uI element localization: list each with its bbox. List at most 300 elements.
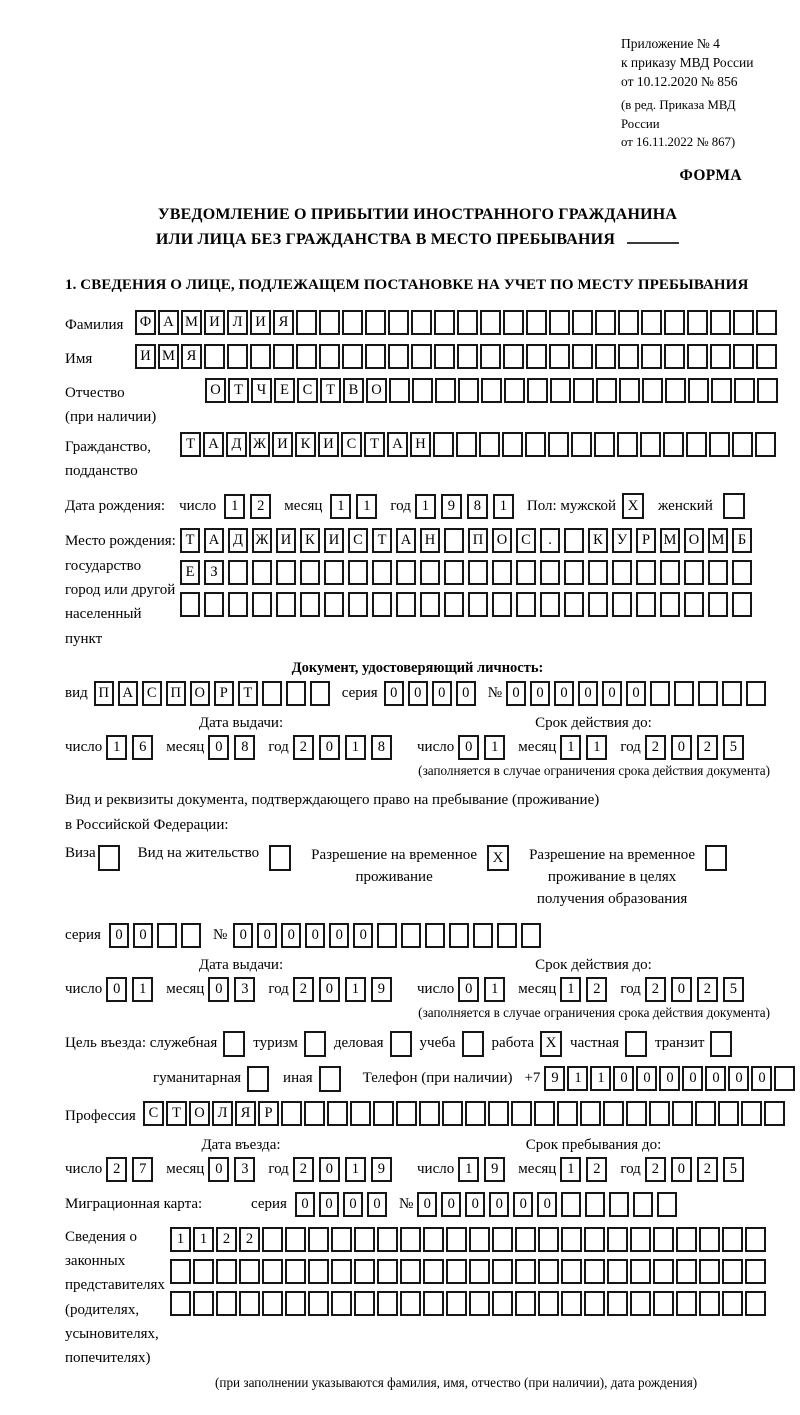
char-cell (193, 1259, 214, 1284)
year-label: год (620, 980, 641, 997)
char-cell (435, 378, 456, 403)
mig-series-cells (295, 1192, 391, 1217)
char-cell (457, 344, 478, 369)
char-cell: 1 (224, 494, 245, 519)
char-cell (348, 560, 368, 585)
char-cell (444, 528, 464, 553)
char-cell: 0 (208, 1157, 229, 1182)
char-cell: М (708, 528, 728, 553)
char-cell: С (297, 378, 318, 403)
char-cell (252, 592, 272, 617)
char-cell (588, 560, 608, 585)
birth-month-cells (330, 494, 382, 519)
char-cell (603, 1101, 624, 1126)
phone-cells (544, 1066, 797, 1091)
char-cell: 9 (371, 1157, 392, 1182)
month-label: месяц (166, 738, 205, 755)
char-cell: 1 (560, 735, 581, 760)
stay-year-cells (645, 1157, 749, 1182)
char-cell (377, 1259, 398, 1284)
char-cell (492, 1291, 513, 1316)
field-name (65, 344, 770, 371)
char-cell: 0 (257, 923, 277, 948)
char-cell: 1 (345, 1157, 366, 1182)
char-cell: Н (410, 432, 431, 457)
char-cell: К (300, 528, 320, 553)
char-cell: З (204, 560, 224, 585)
char-cell: 1 (345, 977, 366, 1002)
migration-card-label: Миграционная карта: (65, 1195, 203, 1212)
char-cell (607, 1227, 628, 1252)
char-cell (180, 592, 200, 617)
purpose-row2 (65, 1066, 770, 1092)
day-label: число (65, 1160, 103, 1177)
char-cell (746, 681, 766, 706)
char-cell: Ж (252, 528, 272, 553)
char-cell: 0 (106, 977, 127, 1002)
char-cell (564, 560, 584, 585)
char-cell: 0 (417, 1192, 437, 1217)
char-cell (354, 1227, 375, 1252)
char-cell: 8 (371, 735, 392, 760)
char-cell (310, 681, 330, 706)
char-cell: И (250, 310, 271, 335)
identity-doc-heading: Документ, удостоверяющий личность: (291, 659, 544, 676)
char-cell: 0 (208, 977, 229, 1002)
char-cell: 1 (193, 1227, 214, 1252)
char-cell (732, 592, 752, 617)
char-cell: Я (235, 1101, 256, 1126)
char-cell: Т (228, 378, 249, 403)
checkbox-other (319, 1066, 341, 1092)
char-cell (503, 310, 524, 335)
doc-issue-month-cells (208, 735, 260, 760)
char-cell: Д (228, 528, 248, 553)
purpose-private-label: частная (570, 1035, 620, 1052)
entry-month-cells (208, 1157, 260, 1182)
char-cell (388, 310, 409, 335)
res-valid-year-cells (645, 977, 749, 1002)
doc-valid-month-cells (560, 735, 612, 760)
checkbox-residence-permit (269, 845, 291, 871)
char-cell (660, 560, 680, 585)
char-cell (618, 344, 639, 369)
char-cell (595, 344, 616, 369)
field-res-series (65, 923, 770, 948)
char-cell (300, 592, 320, 617)
char-cell (660, 592, 680, 617)
char-cell: 1 (415, 494, 436, 519)
char-cell (250, 344, 271, 369)
char-cell (526, 344, 547, 369)
char-cell: А (396, 528, 416, 553)
char-cell (722, 681, 742, 706)
char-cell (239, 1291, 260, 1316)
char-cell (324, 560, 344, 585)
temp-residence-edu-line3: получения образования (536, 890, 688, 907)
char-cell: 2 (106, 1157, 127, 1182)
purpose-business-label: деловая (333, 1035, 384, 1052)
doc-issue-day-cells (106, 735, 158, 760)
char-cell: Т (166, 1101, 187, 1126)
name-label: Имя (65, 350, 93, 367)
char-cell: Р (214, 681, 234, 706)
char-cell: 2 (697, 735, 718, 760)
entry-date-label: Дата въезда: (201, 1136, 281, 1153)
char-cell: 2 (293, 977, 314, 1002)
char-cell: 0 (456, 681, 476, 706)
citizenship-cells (180, 432, 778, 457)
char-cell (331, 1227, 352, 1252)
doc-number-label: № (487, 684, 502, 701)
char-cell (308, 1259, 329, 1284)
char-cell (400, 1227, 421, 1252)
year-label: год (620, 1160, 641, 1177)
char-cell: 2 (697, 977, 718, 1002)
char-cell (733, 344, 754, 369)
char-cell (488, 1101, 509, 1126)
char-cell (502, 432, 523, 457)
char-cell (228, 560, 248, 585)
char-cell (515, 1291, 536, 1316)
sex-male-label: Пол: мужской (526, 497, 617, 514)
char-cell (527, 378, 548, 403)
char-cell: 3 (234, 977, 255, 1002)
char-cell (584, 1259, 605, 1284)
char-cell (649, 1101, 670, 1126)
char-cell: 0 (432, 681, 452, 706)
char-cell: Б (732, 528, 752, 553)
char-cell (538, 1291, 559, 1316)
char-cell (561, 1192, 581, 1217)
field-doc-type (65, 681, 770, 706)
char-cell (573, 378, 594, 403)
checkbox-study (462, 1031, 484, 1057)
char-cell (342, 344, 363, 369)
char-cell (365, 344, 386, 369)
char-cell (722, 1291, 743, 1316)
char-cell (354, 1259, 375, 1284)
birth-place-row1-cells (180, 528, 756, 553)
char-cell (564, 592, 584, 617)
char-cell: 0 (751, 1066, 772, 1091)
char-cell (676, 1291, 697, 1316)
temp-residence-edu-line2: проживание в целях (547, 869, 677, 886)
char-cell (425, 923, 445, 948)
char-cell (516, 560, 536, 585)
char-cell (276, 592, 296, 617)
char-cell: 1 (484, 735, 505, 760)
char-cell: 2 (697, 1157, 718, 1182)
field-birth-date (65, 493, 770, 519)
char-cell: 0 (659, 1066, 680, 1091)
form-label: ФОРМА (679, 166, 742, 184)
char-cell: 0 (208, 735, 229, 760)
char-cell (396, 592, 416, 617)
char-cell (549, 344, 570, 369)
char-cell (319, 310, 340, 335)
char-cell (308, 1227, 329, 1252)
phone-label: Телефон (при наличии) (362, 1070, 513, 1087)
char-cell: 0 (384, 681, 404, 706)
char-cell (722, 1259, 743, 1284)
char-cell (492, 1227, 513, 1252)
char-cell (444, 560, 464, 585)
char-cell (636, 560, 656, 585)
issue-date-label: Дата выдачи: (198, 956, 284, 973)
char-cell: 2 (586, 1157, 607, 1182)
char-cell (571, 432, 592, 457)
year-label: год (268, 1160, 289, 1177)
char-cell: 0 (295, 1192, 315, 1217)
char-cell (676, 1259, 697, 1284)
char-cell (584, 1227, 605, 1252)
char-cell (710, 310, 731, 335)
field-patronymic (65, 378, 770, 430)
char-cell (480, 344, 501, 369)
doc-valid-day-cells (458, 735, 510, 760)
char-cell: И (276, 528, 296, 553)
char-cell: 2 (645, 735, 666, 760)
char-cell (342, 310, 363, 335)
char-cell (733, 310, 754, 335)
char-cell (423, 1291, 444, 1316)
char-cell: . (540, 528, 560, 553)
char-cell (710, 344, 731, 369)
char-cell: 9 (544, 1066, 565, 1091)
doc-series-cells (384, 681, 480, 706)
char-cell (684, 592, 704, 617)
char-cell (515, 1227, 536, 1252)
char-cell (764, 1101, 785, 1126)
char-cell: Я (181, 344, 202, 369)
mig-number-cells (417, 1192, 681, 1217)
char-cell (641, 344, 662, 369)
char-cell: С (348, 528, 368, 553)
char-cell (446, 1259, 467, 1284)
char-cell: 0 (705, 1066, 726, 1091)
char-cell (434, 310, 455, 335)
char-cell: И (204, 310, 225, 335)
birth-place-label-line2: государство (65, 557, 142, 574)
char-cell: 2 (645, 1157, 666, 1182)
char-cell: 2 (645, 977, 666, 1002)
citizenship-label (65, 432, 180, 484)
char-cell: О (684, 528, 704, 553)
char-cell: К (295, 432, 316, 457)
legal-label (65, 1225, 170, 1371)
char-cell (327, 1101, 348, 1126)
char-cell: 0 (671, 735, 692, 760)
char-cell (684, 560, 704, 585)
residence-permit-label: Вид на жительство (137, 845, 260, 862)
char-cell (304, 1101, 325, 1126)
char-cell (420, 560, 440, 585)
char-cell: 0 (578, 681, 598, 706)
char-cell (296, 310, 317, 335)
entry-date-col (65, 1137, 417, 1182)
entry-year-cells (293, 1157, 397, 1182)
char-cell (708, 592, 728, 617)
birth-place-label-line3: город или другой (65, 581, 176, 598)
char-cell (457, 310, 478, 335)
doc-type-label: вид (65, 684, 88, 701)
char-cell (580, 1101, 601, 1126)
char-cell: Ж (249, 432, 270, 457)
res-issue-col (65, 957, 417, 1002)
birth-place-label-line4: населенный пункт (65, 606, 142, 647)
char-cell (204, 592, 224, 617)
stay-until-label: Срок пребывания до: (525, 1136, 662, 1153)
char-cell (377, 1291, 398, 1316)
char-cell: 0 (319, 735, 340, 760)
blank-underline (627, 242, 679, 244)
char-cell (400, 1291, 421, 1316)
char-cell (516, 592, 536, 617)
valid-until-label: Срок действия до: (535, 714, 652, 731)
char-cell (170, 1259, 191, 1284)
char-cell (396, 1101, 417, 1126)
char-cell: 0 (233, 923, 253, 948)
purpose-transit-label: транзит (655, 1035, 705, 1052)
checkbox-work: X (540, 1031, 562, 1057)
char-cell: А (204, 528, 224, 553)
char-cell: 0 (408, 681, 428, 706)
doc-issue-col (65, 715, 417, 760)
char-cell (607, 1291, 628, 1316)
char-cell (626, 1101, 647, 1126)
legal-row2-cells (170, 1259, 768, 1284)
purpose-study-label: учеба (419, 1035, 456, 1052)
res-issue-month-cells (208, 977, 260, 1002)
char-cell (252, 560, 272, 585)
char-cell: 1 (132, 977, 153, 1002)
char-cell (157, 923, 177, 948)
doc-valid-year-cells (645, 735, 749, 760)
char-cell (538, 1227, 559, 1252)
res-series-label: серия (65, 926, 101, 943)
char-cell (538, 1259, 559, 1284)
char-cell (745, 1291, 766, 1316)
char-cell: 0 (319, 977, 340, 1002)
name-cells (135, 344, 779, 369)
phone-prefix: +7 (524, 1070, 541, 1087)
char-cell (756, 310, 777, 335)
char-cell: 0 (626, 681, 646, 706)
char-cell (711, 378, 732, 403)
char-cell (324, 592, 344, 617)
char-cell (411, 310, 432, 335)
char-cell (444, 592, 464, 617)
char-cell: 0 (465, 1192, 485, 1217)
char-cell (434, 344, 455, 369)
stay-day-cells (458, 1157, 510, 1182)
char-cell: 0 (506, 681, 526, 706)
checkbox-temp-residence-edu (705, 845, 727, 871)
char-cell (468, 560, 488, 585)
char-cell (503, 344, 524, 369)
char-cell (481, 378, 502, 403)
char-cell (699, 1227, 720, 1252)
entry-dates (65, 1137, 770, 1182)
char-cell (469, 1227, 490, 1252)
char-cell: 1 (458, 1157, 479, 1182)
char-cell (285, 1291, 306, 1316)
char-cell (446, 1227, 467, 1252)
char-cell: 5 (723, 735, 744, 760)
char-cell: С (142, 681, 162, 706)
char-cell (442, 1101, 463, 1126)
char-cell (377, 1227, 398, 1252)
char-cell (285, 1227, 306, 1252)
char-cell (372, 560, 392, 585)
char-cell (687, 344, 708, 369)
residence-doc-line2: в Российской Федерации: (65, 817, 229, 834)
char-cell: В (343, 378, 364, 403)
char-cell (718, 1101, 739, 1126)
entry-day-cells (106, 1157, 158, 1182)
char-cell: 0 (353, 923, 373, 948)
char-cell: 0 (513, 1192, 533, 1217)
char-cell: 1 (560, 977, 581, 1002)
field-citizenship (65, 432, 770, 484)
char-cell: 2 (293, 1157, 314, 1182)
surname-cells (135, 310, 779, 335)
char-cell (664, 310, 685, 335)
char-cell (262, 1227, 283, 1252)
checkbox-female (723, 493, 745, 519)
char-cell: Т (180, 432, 201, 457)
char-cell (550, 378, 571, 403)
char-cell (525, 432, 546, 457)
char-cell: 0 (319, 1157, 340, 1182)
char-cell (331, 1259, 352, 1284)
char-cell: Р (636, 528, 656, 553)
char-cell (564, 528, 584, 553)
char-cell (193, 1291, 214, 1316)
char-cell (377, 923, 397, 948)
char-cell (300, 560, 320, 585)
char-cell: 0 (537, 1192, 557, 1217)
char-cell (676, 1227, 697, 1252)
char-cell (446, 1291, 467, 1316)
mig-series-label: серия (251, 1195, 287, 1212)
char-cell: А (158, 310, 179, 335)
temp-residence-line2: проживание (355, 869, 433, 886)
char-cell (672, 1101, 693, 1126)
char-cell: 0 (530, 681, 550, 706)
char-cell (630, 1259, 651, 1284)
checkbox-private (625, 1031, 647, 1057)
char-cell (657, 1192, 677, 1217)
purpose-work-label: работа (491, 1035, 535, 1052)
birth-day-cells (224, 494, 276, 519)
char-cell (262, 1259, 283, 1284)
char-cell (709, 432, 730, 457)
checkbox-transit (710, 1031, 732, 1057)
checkbox-male: X (622, 493, 644, 519)
char-cell (732, 560, 752, 585)
char-cell (630, 1291, 651, 1316)
char-cell: У (612, 528, 632, 553)
char-cell (285, 1259, 306, 1284)
char-cell: Е (180, 560, 200, 585)
char-cell (465, 1101, 486, 1126)
char-cell: 3 (234, 1157, 255, 1182)
char-cell (412, 378, 433, 403)
char-cell (699, 1291, 720, 1316)
char-cell (296, 344, 317, 369)
